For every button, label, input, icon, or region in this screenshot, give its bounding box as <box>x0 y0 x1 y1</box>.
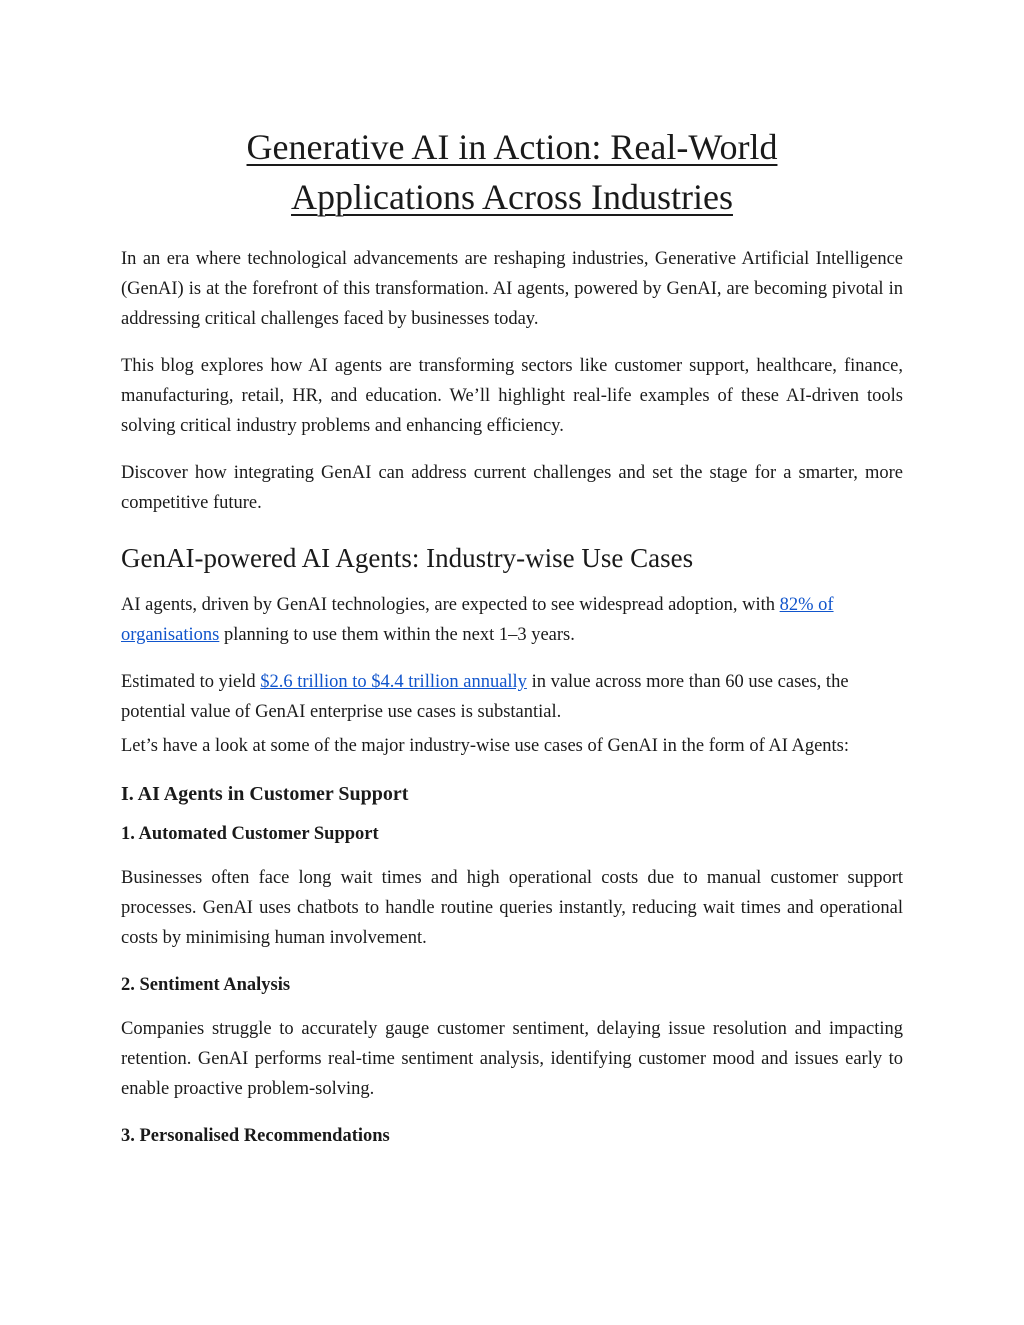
adoption-stat-link[interactable]: 82% of organisations <box>121 595 834 645</box>
value-stat-link[interactable]: $2.6 trillion to $4.4 trillion annually <box>260 672 527 692</box>
adoption-paragraph <box>121 590 903 650</box>
intro-paragraph-3: Discover how integrating GenAI can address current challenges and set the stage for a smarter, more competitive future. <box>121 463 903 513</box>
item-1-heading: 1. Automated Customer Support <box>121 824 379 844</box>
subsection-heading: I. AI Agents in Customer Support <box>121 783 409 805</box>
value-text-after: in value across more than 60 use cases, the potential value of GenAI enterprise use cases is substantial. <box>121 672 849 722</box>
adoption-text-after: planning to use them within the next 1–3 years. <box>219 625 575 645</box>
item-2-heading: 2. Sentiment Analysis <box>121 975 291 995</box>
item-1-text: Businesses often face long wait times and high operational costs due to manual customer support processes. GenAI uses chatbots to handle routine queries instantly, reducing wait times and operational costs by minimising human involvement. <box>121 868 903 948</box>
value-text-before: Estimated to yield <box>121 672 261 692</box>
document-page <box>121 122 903 1165</box>
item-2-text: Companies struggle to accurately gauge customer sentiment, delaying issue resolution and impacting retention. GenAI performs real-time sentiment analysis, identifying customer mood and issues early to enable proactive problem-solving. <box>121 1019 903 1099</box>
adoption-text-before: AI agents, driven by GenAI technologies, are expected to see widespread adoption, with <box>121 595 780 615</box>
page-title <box>121 122 903 222</box>
item-3-heading: 3. Personalised Recommendations <box>121 1126 390 1146</box>
intro-paragraph-1: In an era where technological advancements are reshaping industries, Generative Artificial Intelligence (GenAI) is at the forefront of this transformation. AI agents, powered by GenAI, are becoming pivotal in addressing critical challenges faced by businesses today. <box>121 249 903 329</box>
section-heading: GenAI-powered AI Agents: Industry-wise Use Cases <box>121 543 694 573</box>
intro-paragraph-2: This blog explores how AI agents are transforming sectors like customer support, healthcare, finance, manufacturing, retail, HR, and education. We’ll highlight real-life examples of these AI-driven tools solving critical industry problems and enhancing efficiency. <box>121 356 903 436</box>
title-line-1: Generative AI in Action: Real-World <box>246 127 778 167</box>
title-line-2: Applications Across Industries <box>291 177 733 217</box>
value-paragraph <box>121 667 903 727</box>
lead-in-paragraph: Let’s have a look at some of the major industry-wise use cases of GenAI in the form of AI Agents: <box>121 736 850 756</box>
